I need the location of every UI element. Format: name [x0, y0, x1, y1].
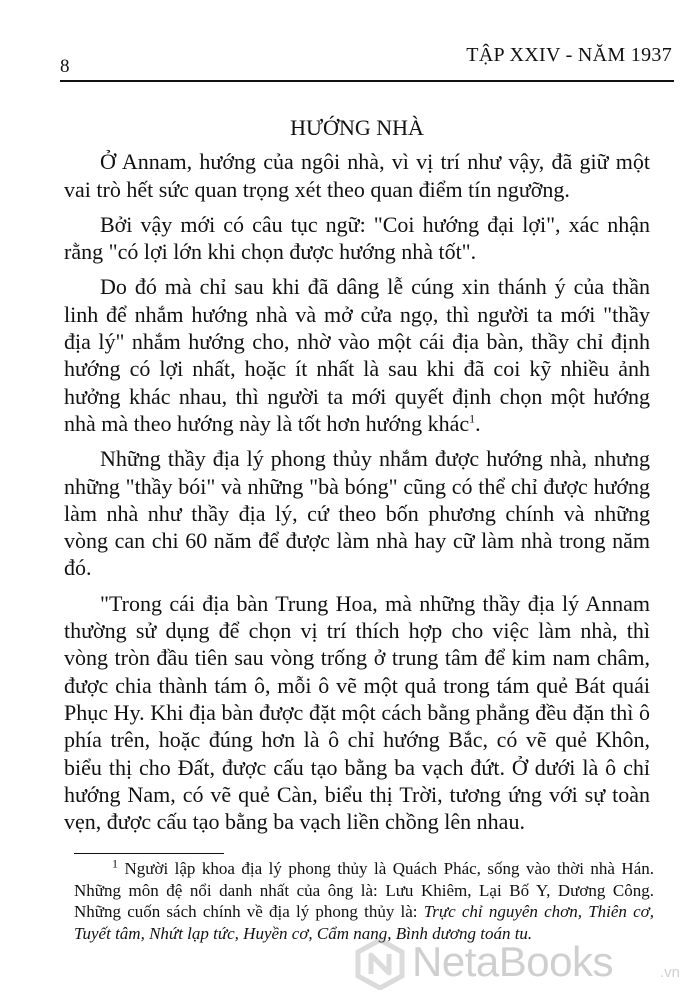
watermark-suffix: .vn	[659, 964, 680, 981]
header-rule	[60, 80, 674, 82]
footnote	[74, 858, 654, 944]
footnote-reference[interactable]: 1	[469, 411, 476, 426]
paragraph-3-text: Do đó mà chỉ sau khi đã dâng lễ cúng xin thánh ý của thần linh để nhắm hướng nhà và mở cửa ngọ, thì người ta mới "thầy địa lý" nhắm hướng cho, nhờ vào một cái địa bàn, thầy chỉ định hướng có lợi nhất, hoặc ít nhất là sau khi đã coi kỹ nhiều ảnh hưởng khác nhau, thì người ta mới quyết định chọn một hướng nhà mà theo hướng này là tốt hơn hướng khác	[64, 274, 650, 436]
paragraph-1: Ở Annam, hướng của ngôi nhà, vì vị trí như vậy, đã giữ một vai trò hết sức quan trọng xét theo quan điểm tín ngưỡng.	[64, 149, 650, 202]
watermark	[354, 934, 684, 994]
paragraph-3: Do đó mà chỉ sau khi đã dâng lễ cúng xin thánh ý của thần linh để nhắm hướng nhà và mở cửa ngọ, thì người ta mới "thầy địa lý" nhắm hướng cho, nhờ vào một cái địa bàn, thầy chỉ định hướng có lợi nhất, hoặc ít nhất là sau khi đã coi kỹ nhiều ảnh hưởng khác nhau, thì người ta mới quyết định chọn một hướng nhà mà theo hướng này là tốt hơn hướng khác$^1$.	[64, 274, 650, 436]
netabooks-logo-icon	[354, 938, 406, 990]
watermark-brand: NetaBooks	[412, 938, 613, 985]
footnote-marker: 1	[112, 856, 118, 871]
footnote-plain-text: Người lập khoa địa lý phong thủy là Quách Phác, sống vào thời nhà Hán. Những môn đệ nổi danh nhất của ông là: Lưu Khiêm, Lại Bố Y, Dương Công. Những cuốn sách chính về địa lý phong thủy là:	[74, 859, 654, 921]
running-head: TẬP XXIV - NĂM 1937	[466, 44, 672, 66]
page-header	[60, 38, 672, 77]
paragraph-5: "Trong cái địa bàn Trung Hoa, mà những thầy địa lý Annam thường sử dụng để chọn vị trí thích hợp cho việc làm nhà, thì vòng tròn đầu tiên sau vòng trống ở trung tâm để kim nam châm, được chia thành tám ô, mỗi ô vẽ một quả trong tám quẻ Bát quái Phục Hy. Khi địa bàn được đặt một cách bằng phẳng đều đặn thì ô phía trên, hoặc đúng hơn là ô chỉ hướng Bắc, có vẽ quẻ Khôn, biểu thị cho Đất, được cấu tạo bằng ba vạch đứt. Ở dưới là ô chỉ hướng Nam, có vẽ quẻ Càn, biểu thị Trời, tương ứng với sự toàn vẹn, được cấu tạo bằng ba vạch liền chồng lên nhau.	[64, 590, 650, 835]
footnote-rule	[74, 853, 224, 854]
section-title: HƯỚNG NHÀ	[290, 115, 424, 140]
paragraph-4: Những thầy địa lý phong thủy nhắm được hướng nhà, nhưng những "thầy bói" và những "bà bóng" cũng có thể chỉ được hướng làm nhà như thầy địa lý, cứ theo bốn phương chính và những vòng can chi 60 năm để được làm nhà hay cữ làm nhà trong năm đó.	[64, 446, 650, 581]
footnote-text	[74, 858, 654, 944]
paragraph-2: Bởi vậy mới có câu tục ngữ: "Coi hướng đại lợi", xác nhận rằng "có lợi lớn khi chọn được hướng nhà tốt".	[64, 211, 650, 265]
body-text	[64, 114, 650, 843]
footnote-italic-titles: Trực chỉ nguyên chơn, Thiên cơ, Tuyết tâm, Nhứt lạp tức, Huyền cơ, Cẩm nang, Bình dương toán tu.	[74, 902, 654, 943]
page-number: 8	[60, 56, 70, 77]
